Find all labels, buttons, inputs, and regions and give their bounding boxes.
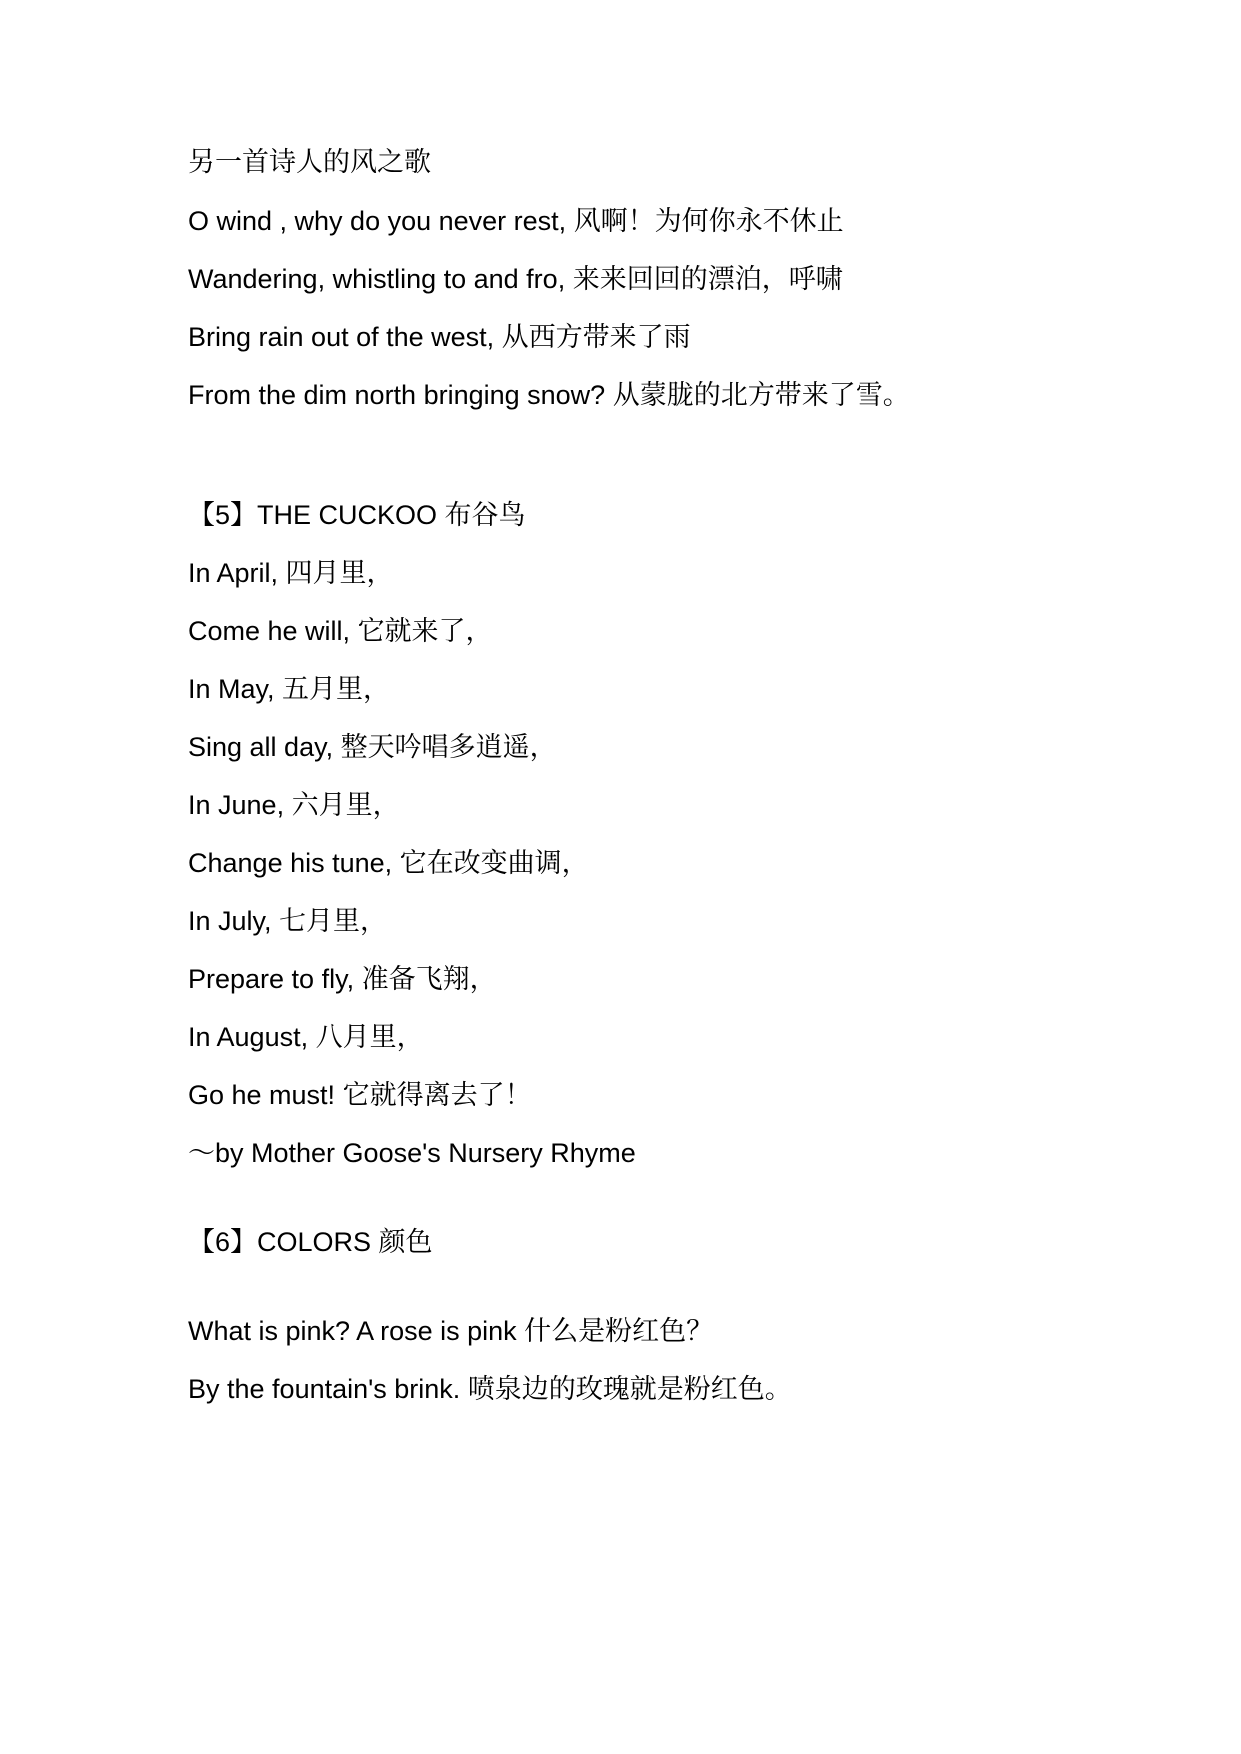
line-english: By the fountain's brink. [188, 1374, 468, 1404]
poem-line [188, 1020, 424, 1055]
line-chinese: 喷泉边的玫瑰就是粉红色。 [467, 1374, 792, 1405]
line-chinese: 它在改变曲调， [399, 848, 589, 879]
line-chinese: 从西方带来了雨 [501, 322, 691, 353]
line-english: Bring rain out of the west, [188, 322, 502, 352]
poem-line [188, 904, 387, 939]
line-english: What is pink? A rose is pink [188, 1316, 525, 1346]
line-chinese: 六月里， [291, 790, 400, 821]
poem-line [188, 1314, 713, 1349]
poem-line [188, 262, 843, 297]
section-title-colors: 【6】COLORS 颜色 [188, 1227, 433, 1257]
poem-line [188, 614, 493, 649]
line-chinese: 什么是粉红色？ [524, 1316, 714, 1347]
line-chinese: 风啊！为何你永不休止 [573, 206, 844, 237]
line-english: In May, [188, 674, 283, 704]
line-chinese: 来来回回的漂泊，呼啸 [572, 264, 843, 295]
poem-line [188, 788, 400, 823]
line-english: Wandering, whistling to and fro, [188, 264, 573, 294]
poem-line [188, 730, 557, 765]
line-english: In June, [188, 790, 292, 820]
line-english: Go he must! [188, 1080, 343, 1110]
poem-line [188, 378, 910, 413]
line-chinese: 四月里， [285, 558, 394, 589]
line-chinese: 它就得离去了！ [342, 1080, 532, 1111]
line-chinese: 它就来了， [357, 616, 493, 647]
poem-line [188, 204, 844, 239]
line-chinese: 整天吟唱多逍遥， [340, 732, 557, 763]
line-english: O wind , why do you never rest, [188, 206, 574, 236]
line-english: In August, [188, 1022, 316, 1052]
poem-line [188, 962, 497, 997]
line-chinese: 准备飞翔， [361, 964, 497, 995]
poem-line [188, 320, 691, 355]
poem-line [188, 1078, 532, 1113]
line-english: Come he will, [188, 616, 358, 646]
line-chinese: 五月里， [282, 674, 391, 705]
line-english: Change his tune, [188, 848, 400, 878]
section-title-wind: 另一首诗人的风之歌 [188, 147, 431, 178]
poem-line [188, 1372, 792, 1407]
line-english: Prepare to fly, [188, 964, 362, 994]
line-chinese: 从蒙胧的北方带来了雪。 [612, 380, 910, 411]
poem-line [188, 672, 390, 707]
poem-line [188, 556, 394, 591]
line-english: In July, [188, 906, 280, 936]
line-english: In April, [188, 558, 286, 588]
poem-line [188, 846, 589, 881]
line-chinese: 八月里， [315, 1022, 424, 1053]
line-chinese: 七月里， [279, 906, 388, 937]
attribution: ～by Mother Goose's Nursery Rhyme [188, 1138, 636, 1168]
line-english: Sing all day, [188, 732, 341, 762]
section-title-cuckoo: 【5】THE CUCKOO 布谷鸟 [188, 500, 526, 530]
line-english: From the dim north bringing snow? [188, 380, 613, 410]
